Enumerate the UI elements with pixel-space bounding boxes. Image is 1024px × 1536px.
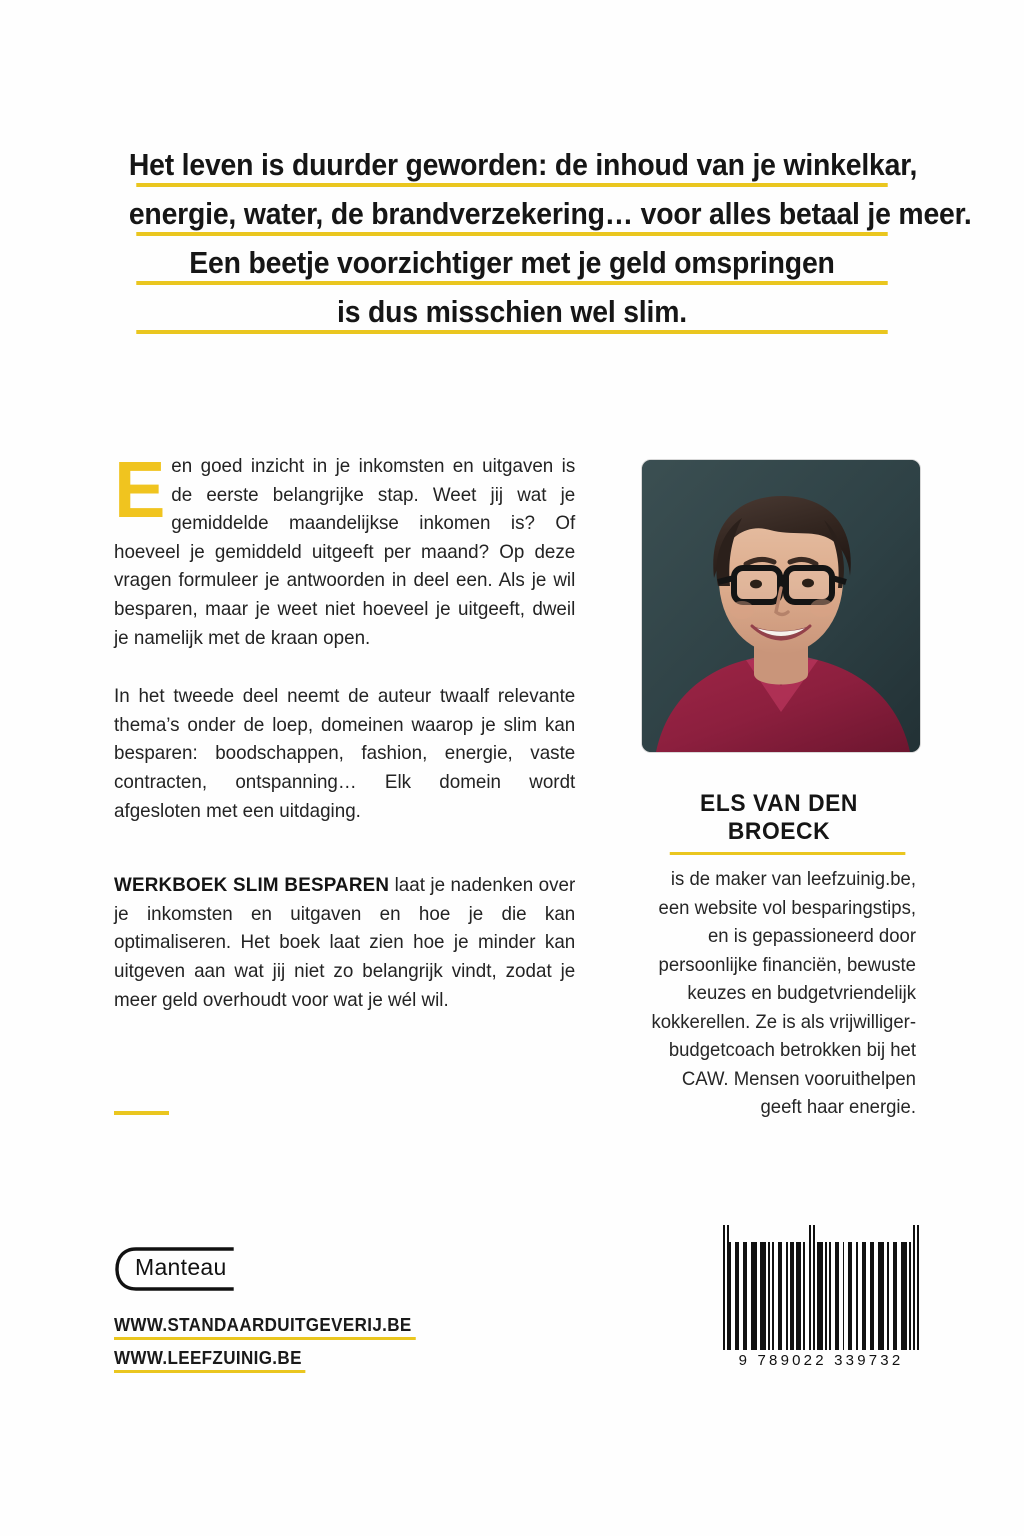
publisher-logo [114, 1246, 254, 1292]
body-columns [100, 445, 924, 1152]
drop-cap: E [114, 445, 165, 534]
barcode-digits: 9 789022 339732 [738, 1352, 904, 1369]
blurb-paragraph-1-text: en goed inzicht in je inkomsten en uitgaven is de eerste belangrijke stap. Weet jij wat je gemiddelde maandelijkse inkomen is? Of hoeveel je gemiddeld uitgeeft per maand? Op deze vragen formuleer je antwoorden in deel een. Als je wil besparen, maar je weet niet hoeveel je uitgeeft, dweil je namelijk met de kraan open. [114, 455, 576, 649]
url-row-1 [114, 1314, 438, 1347]
headline-block [100, 148, 972, 344]
footer [100, 1232, 924, 1412]
blurb-column [114, 445, 592, 1040]
author-name-underline [670, 852, 906, 855]
author-name [649, 790, 909, 855]
headline-line-2: energie, water, de brandverzekering… voor alles betaal je meer. [129, 197, 895, 236]
blurb-paragraph-3-text: laat je nadenken over je inkomsten en uitgaven en hoe je die kan optimaliseren. Het boek laat zien hoe je minder kan uitgeven aan wat jij niet zo belangrijk vindt, zodat je meer geld overhoudt voor wat je wél wil. [114, 874, 576, 1011]
barcode-bars [718, 1242, 924, 1350]
author-name-text: ELS VAN DEN BROECK [700, 790, 858, 845]
isbn-barcode [718, 1242, 924, 1369]
url-leefzuinig[interactable]: WWW.LEEFZUINIG.BE [114, 1347, 302, 1373]
blurb-paragraph-1 [114, 445, 576, 652]
url-standaarduitgeverij[interactable]: WWW.STANDAARDUITGEVERIJ.BE [114, 1314, 412, 1340]
headline-line-4: is dus misschien wel slim. [129, 295, 895, 334]
author-bio: is de maker van leefzuinig.be, een website vol besparingstips, en is gepassioneerd door persoonlijke financiën, bewuste keuzes en budgetvriendelijk kokkerellen. Ze is als vrijwilliger-budgetcoach betrokken bij het CAW. Mensen vooruithelpen geeft haar energie. [651, 868, 916, 1118]
blurb-paragraph-2: In het tweede deel neemt de auteur twaalf relevante thema’s onder de loep, domeinen waarop je slim kan besparen: boodschappen, fashion, energie, vaste contracten, ontspanning… Elk domein wordt afgesloten met een uitdaging. [114, 685, 576, 822]
publisher-name: Manteau [135, 1254, 227, 1280]
author-photo [642, 460, 920, 752]
headline-line-1: Het leven is duurder geworden: de inhoud van je winkelkar, [129, 148, 895, 187]
accent-rule-divider [114, 1111, 169, 1115]
headline-line-3: Een beetje voorzichtiger met je geld omspringen [129, 246, 895, 285]
blurb-paragraph-3 [114, 871, 575, 1014]
url-list [114, 1314, 438, 1380]
book-title-inline: WERKBOEK SLIM BESPAREN [114, 874, 390, 897]
url-row-2 [114, 1347, 438, 1380]
author-column [634, 452, 924, 1122]
